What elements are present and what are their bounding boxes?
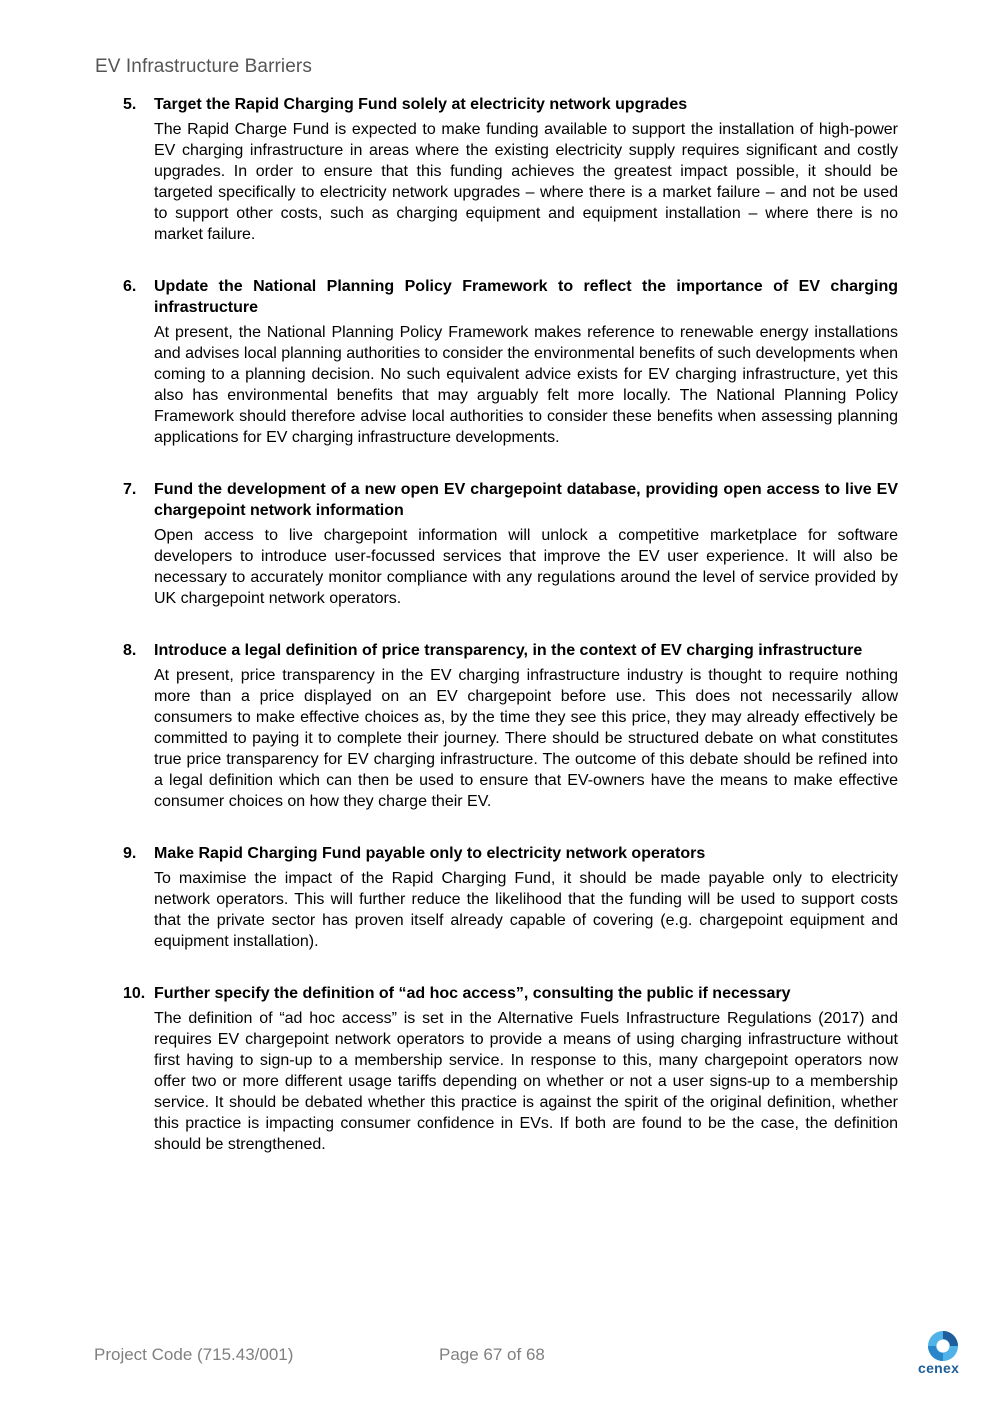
recommendation-number: 5. xyxy=(123,96,137,113)
recommendation-title: Target the Rapid Charging Fund solely at electricity network upgrades xyxy=(154,96,688,113)
recommendation-number: 10. xyxy=(123,985,146,1002)
recommendation-body: The Rapid Charge Fund is expected to make funding available to support the installation of high-power EV charging infrastructure in areas where the existing electricity supply requires significant and costly upgrades. In order to ensure that this funding achieves the greatest impact possible, it should be targeted specifically to electricity network upgrades – where there is a market failure – and not be used to support other costs, such as charging equipment and equipment installation – where there is no market failure. xyxy=(154,121,898,243)
recommendation-body: To maximise the impact of the Rapid Charging Fund, it should be made payable only to electricity network operators. This will further reduce the likelihood that the funding will be used to support costs that the private sector has proven itself already capable of covering (e.g. chargepoint equipment and equipment installation). xyxy=(154,870,898,950)
recommendation-number: 9. xyxy=(123,845,137,862)
recommendations-list xyxy=(123,94,898,1155)
footer-project-code: Project Code (715.43/001) xyxy=(94,1345,294,1364)
cenex-logo xyxy=(914,1330,974,1380)
recommendation-number: 8. xyxy=(123,642,137,659)
recommendation-item xyxy=(123,843,898,952)
recommendation-body: The definition of “ad hoc access” is set in the Alternative Fuels Infrastructure Regulations (2017) and requires EV chargepoint network operators to provide a means of using charging infrastructure without first having to sign-up to a membership service. In response to this, many chargepoint operators now offer two or more different usage tariffs depending on whether or not a user signs-up to a membership service. It should be debated whether this practice is against the spirit of the original definition, whether this practice is impacting consumer confidence in EVs. If both are found to be the case, the definition should be strengthened. xyxy=(154,1010,898,1153)
recommendation-item xyxy=(123,983,898,1155)
recommendation-title: Fund the development of a new open EV chargepoint database, providing open access to live EV chargepoint network information xyxy=(154,481,898,519)
recommendation-title: Make Rapid Charging Fund payable only to electricity network operators xyxy=(154,845,706,862)
cenex-logo-icon xyxy=(927,1330,959,1362)
recommendation-item xyxy=(123,94,898,245)
running-header: EV Infrastructure Barriers xyxy=(95,56,312,77)
recommendation-number: 6. xyxy=(123,278,137,295)
recommendation-body: At present, the National Planning Policy Framework makes reference to renewable energy installations and advises local planning authorities to consider the environmental benefits of such developments when coming to a planning decision. No such equivalent advice exists for EV charging infrastructure, yet this also has environmental benefits that may arguably felt more locally. The National Planning Policy Framework should therefore advise local authorities to consider these benefits when assessing planning applications for EV charging infrastructure developments. xyxy=(154,324,898,446)
recommendation-title: Introduce a legal definition of price transparency, in the context of EV charging infrastructure xyxy=(154,642,863,659)
recommendation-body: Open access to live chargepoint information will unlock a competitive marketplace for software developers to introduce user-focussed services that improve the EV user experience. It will also be necessary to accurately monitor compliance with any regulations around the level of service provided by UK chargepoint network operators. xyxy=(154,527,898,607)
recommendation-item xyxy=(123,276,898,448)
recommendation-item xyxy=(123,640,898,812)
recommendation-title: Update the National Planning Policy Framework to reflect the importance of EV charging infrastructure xyxy=(154,278,898,316)
recommendation-item xyxy=(123,479,898,609)
recommendation-body: At present, price transparency in the EV charging infrastructure industry is thought to require nothing more than a price displayed on an EV chargepoint before use. This does not necessarily allow consumers to make effective choices as, by the time they see this price, they may already effectively be committed to paying it to complete their journey. There should be structured debate on what constitutes true price transparency for EV charging infrastructure. The outcome of this debate should be refined into a legal definition which can then be used to ensure that EV-owners have the means to make effective consumer choices on how they charge their EV. xyxy=(154,667,898,810)
footer-page-number: Page 67 of 68 xyxy=(439,1345,545,1364)
recommendation-title: Further specify the definition of “ad hoc access”, consulting the public if necessary xyxy=(154,985,791,1002)
cenex-logo-text: cenex xyxy=(918,1360,960,1376)
recommendation-number: 7. xyxy=(123,481,137,498)
